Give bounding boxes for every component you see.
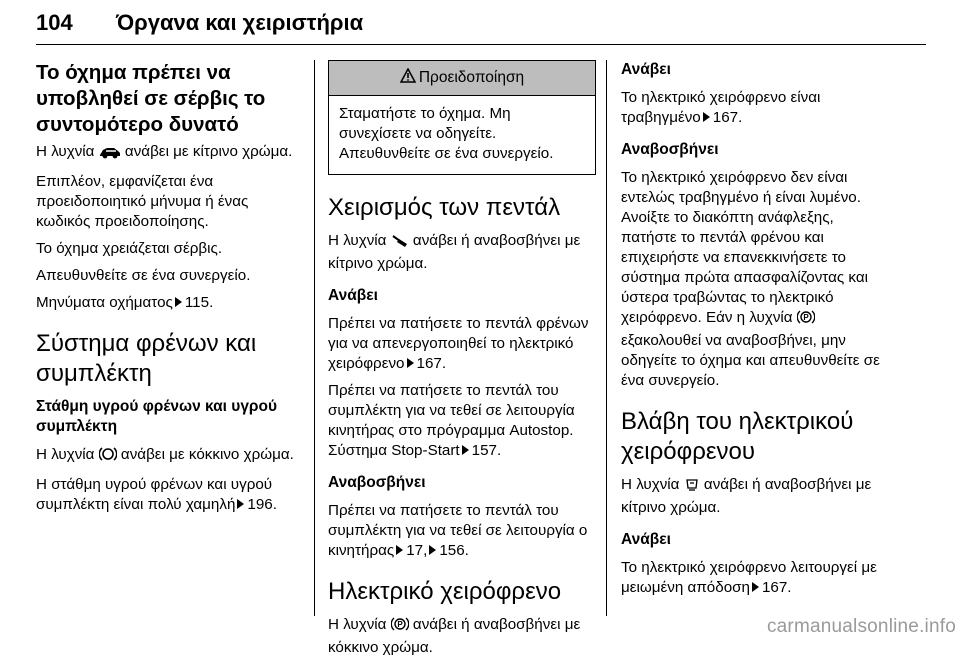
- page-ref-arrow-icon: [407, 358, 414, 368]
- svg-text:P: P: [803, 313, 809, 322]
- paragraph: Το ηλεκτρικό χειρόφρενο λειτουργεί με μειωμένη απόδοση 167.: [621, 559, 877, 596]
- page-ref: 167.: [761, 579, 792, 596]
- heading-service: Το όχημα πρέπει να υποβληθεί σε σέρβις το συντομότερο δυνατό: [36, 61, 266, 136]
- column-right: [621, 60, 891, 605]
- svg-text:P: P: [397, 620, 403, 629]
- page-ref: 167.: [416, 355, 447, 372]
- page-ref: 196.: [247, 496, 277, 513]
- heading-on: Ανάβει: [328, 287, 378, 304]
- parking-brake-icon: [797, 309, 815, 331]
- heading-parking-brake: Ηλεκτρικό χειρόφρενο: [328, 578, 562, 605]
- warning-header: [329, 61, 595, 96]
- paragraph: Η λυχνία ανάβει ή αναβοσβήνει με κίτρινο χρώμα.: [621, 476, 872, 516]
- parking-brake-icon: [391, 616, 409, 638]
- page-header: [36, 4, 926, 45]
- page-ref: 17,: [406, 542, 428, 559]
- column-left: [36, 60, 298, 522]
- paragraph: Το ηλεκτρικό χειρόφρενο είναι τραβηγμένο 167.: [621, 89, 821, 126]
- paragraph: Η λυχνία ανάβει ή αναβοσβήνει με κίτρινο χρώμα.: [328, 232, 581, 272]
- watermark: carmanualsonline.info: [766, 616, 956, 637]
- page-ref-arrow-icon: [752, 582, 759, 592]
- heading-brake-system: Σύστημα φρένων και συμπλέκτη: [36, 330, 257, 387]
- heading-fluid-level: Στάθμη υγρού φρένων και υγρού συμπλέκτη: [36, 398, 278, 435]
- paragraph: Πρέπει να πατήσετε το πεντάλ του συμπλέκτη για να τεθεί σε λειτουργία κινητήρας στο πρόγραμμα Autostop. Σύστημα Stop-Start 157.: [328, 382, 575, 459]
- paragraph: Το όχημα χρειάζεται σέρβις.: [36, 240, 223, 257]
- warning-title: Προειδοποίηση: [418, 69, 525, 86]
- page-ref-arrow-icon: [462, 445, 469, 455]
- running-title: Όργανα και χειριστήρια: [116, 10, 364, 35]
- page-ref-arrow-icon: [237, 499, 244, 509]
- paragraph: Απευθυνθείτε σε ένα συνεργείο.: [36, 267, 251, 284]
- paragraph: Η λυχνία ανάβει με κόκκινο χρώμα.: [36, 445, 298, 468]
- page-ref-arrow-icon: [175, 297, 182, 307]
- page-ref: 157.: [471, 442, 502, 459]
- page-ref-arrow-icon: [703, 112, 710, 122]
- heading-parking-brake-fault: Βλάβη του ηλεκτρικού χειρόφρενου: [621, 408, 854, 465]
- heading-on: Ανάβει: [621, 61, 671, 78]
- paragraph: Πρέπει να πατήσετε το πεντάλ του συμπλέκτη για να τεθεί σε λειτουργία ο κινητήρας 17, 156.: [328, 502, 588, 559]
- column-middle: [328, 60, 596, 665]
- warning-box: [328, 60, 596, 175]
- page-number: 104: [36, 10, 73, 35]
- warning-text: Σταματήστε το όχημα. Μη συνεχίσετε να οδηγείτε. Απευθυνθείτε σε ένα συνεργείο.: [339, 105, 554, 162]
- paragraph: Η λυχνία ανάβει με κίτρινο χρώμα.: [36, 142, 298, 165]
- warning-triangle-icon: [400, 68, 416, 89]
- page-ref: 167.: [712, 109, 743, 126]
- heading-flash: Αναβοσβήνει: [621, 141, 719, 158]
- heading-on: Ανάβει: [621, 531, 671, 548]
- paragraph: Η στάθμη υγρού φρένων και υγρού συμπλέκτη είναι πολύ χαμηλή 196.: [36, 476, 277, 513]
- paragraph: Μηνύματα οχήματος 115.: [36, 294, 214, 311]
- service-vehicle-icon: [99, 145, 121, 165]
- column-divider: [606, 60, 607, 616]
- parking-brake-fault-icon: [684, 476, 700, 498]
- heading-pedal: Χειρισμός των πεντάλ: [328, 194, 561, 221]
- pedal-icon: [391, 234, 409, 254]
- column-divider: [314, 60, 315, 616]
- page-ref: 156.: [439, 542, 469, 559]
- page-ref-arrow-icon: [396, 545, 403, 555]
- page-ref-arrow-icon: [429, 545, 436, 555]
- brake-system-icon: [99, 446, 117, 468]
- paragraph: Πρέπει να πατήσετε το πεντάλ φρένων για να απενεργοποιηθεί το ηλεκτρικό χειρόφρενο 167.: [328, 315, 589, 372]
- page-ref: 115.: [184, 294, 214, 311]
- paragraph: Η λυχνία P ανάβει ή αναβοσβήνει με κόκκινο χρώμα.: [328, 616, 581, 656]
- paragraph: Επιπλέον, εμφανίζεται ένα προειδοποιητικό μήνυμα ή ένας κωδικός προειδοποίησης.: [36, 173, 249, 230]
- paragraph: Το ηλεκτρικό χειρόφρενο δεν είναι εντελώς τραβηγμένο ή είναι λυμένο. Ανοίξτε το διακόπτη ανάφλεξης, πατήστε το πεντάλ φρένου και επιχειρήστε να επανεκκινήσετε το σύστημα πρώτα απασφαλίζοντας και ύστερα τραβώντας το ηλεκτρικό χειρόφρενο. Εάν η λυχνία P εξακολουθεί να αναβοσβήνει, μην οδηγείτε το όχημα και απευθυνθείτε σε ένα συνεργείο.: [621, 169, 880, 389]
- heading-flash: Αναβοσβήνει: [328, 474, 426, 491]
